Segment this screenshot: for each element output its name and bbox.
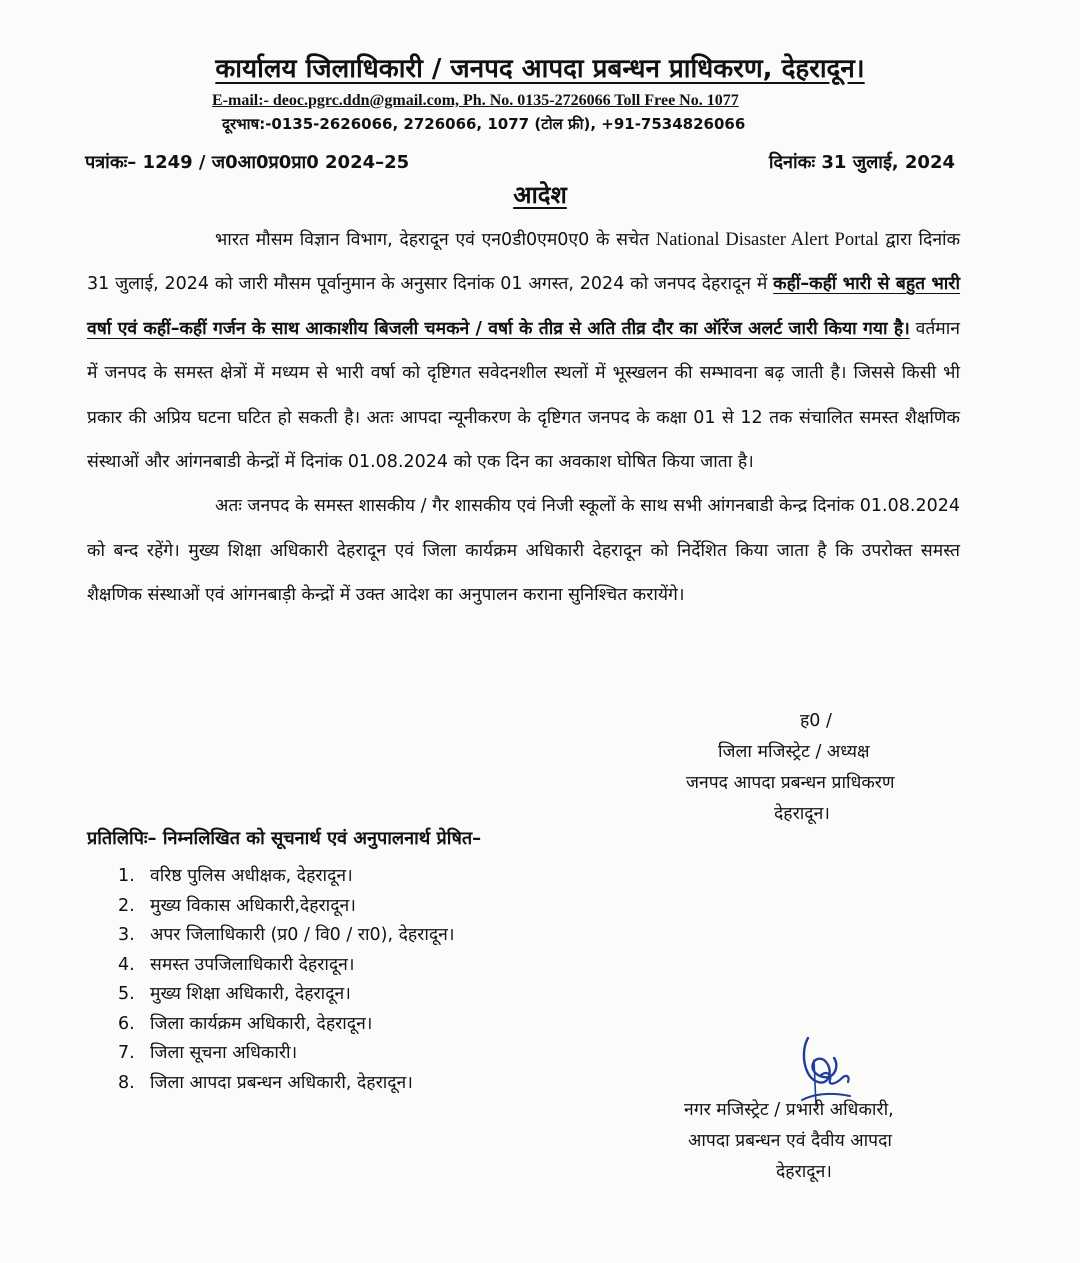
letter-date: दिनांकः 31 जुलाई, 2024 — [768, 152, 955, 173]
signatory-block-2 — [684, 1095, 1044, 1188]
reference-row — [85, 150, 955, 176]
order-heading: आदेश — [513, 181, 567, 209]
copy-to-item-number: 3. — [118, 925, 135, 945]
paragraph-1: भारत मौसम विज्ञान विभाग, देहरादून एवं एन0डी0एम0ए0 के सचेत National Disaster Alert Portal द्वारा दिनांक 31 जुलाई, 2024 को जारी मौसम पूर्वानुमान के अनुसार दिनांक 01 अगस्त, 2024 को जनपद देहरादून में कहीं–कहीं भारी से बहुत भारी वर्षा एवं कहीं–कहीं गर्जन के साथ आकाशीय बिजली चमकने / वर्षा के तीव्र से अति तीव्र दौर का ऑरेंज अलर्ट जारी किया गया है। वर्तमान में जनपद के समस्त क्षेत्रों में मध्यम से भारी वर्षा को दृष्टिगत सवेदनशील स्थलों में भूस्खलन की सम्भावना बढ़ जाती है। जिससे किसी भी प्रकार की अप्रिय घटना घटित हो सकती है। अतः आपदा न्यूनीकरण के दृष्टिगत जनपद के कक्षा 01 से 12 तक संचालित समस्त शैक्षणिक संस्थाओं और आंगनबाडी केन्द्रों में दिनांक 01.08.2024 को एक दिन का अवकाश घोषित किया जाता है। — [87, 230, 961, 473]
copy-to-item — [118, 951, 455, 981]
copy-to-item-text: समस्त उपजिलाधिकारी देहरादून। — [150, 954, 355, 975]
paragraph-2: अतः जनपद के समस्त शासकीय / गैर शासकीय एवं निजी स्कूलों के साथ सभी आंगनबाडी केन्द्र दिनांक 01.08.2024 को बन्द रहेंगे। मुख्य शिक्षा अधिकारी देहरादून एवं जिला कार्यक्रम अधिकारी देहरादून को निर्देशित किया जाता है कि उपरोक्त समस्त शैक्षणिक संस्थाओं एवं आंगनबाड़ी केन्द्रों में उक्त आदेश का अनुपालन कराना सुनिश्चित करायेंगे। — [87, 496, 960, 606]
signed-mark: ह0 / — [800, 711, 832, 731]
copy-to-item-text: मुख्य शिक्षा अधिकारी, देहरादून। — [150, 984, 351, 1004]
signatory-designation: जिला मजिस्ट्रेट / अध्यक्ष — [718, 742, 870, 762]
copy-to-list — [118, 862, 455, 1098]
magistrate-designation: नगर मजिस्ट्रेट / प्रभारी अधिकारी, — [684, 1100, 894, 1120]
copy-to-item-number: 4. — [118, 954, 135, 975]
signatory-block-1 — [650, 706, 1000, 830]
copy-to-item-number: 2. — [118, 895, 135, 916]
signatory-place: देहरादून। — [774, 804, 830, 824]
copy-to-item-number: 8. — [118, 1072, 135, 1093]
copy-to-item-text: मुख्य विकास अधिकारी,देहरादून। — [150, 895, 356, 916]
signatory-authority: जनपद आपदा प्रबन्धन प्राधिकरण — [686, 773, 895, 793]
magistrate-place: देहरादून। — [776, 1162, 832, 1182]
letter-number: पत्रांकः– 1249 / ज0आ0प्र0प्रा0 2024–25 — [85, 152, 410, 173]
office-title: कार्यालय जिलाधिकारी / जनपद आपदा प्रबन्धन प्राधिकरण, देहरादून। — [215, 54, 865, 84]
copy-to-item-number: 6. — [118, 1013, 135, 1034]
phone-line: दूरभाष:-0135-2626066, 2726066, 1077 (टोल फ्री), +91-7534826066 — [222, 115, 746, 133]
alert-emphasis: कहीं–कहीं भारी से बहुत भारी वर्षा एवं कहीं–कहीं गर्जन के साथ आकाशीय बिजली चमकने / वर्षा के तीव्र से अति तीव्र दौर का ऑरेंज अलर्ट जारी किया गया है। — [87, 274, 961, 339]
copy-to-item-number: 1. — [118, 866, 135, 886]
copy-to-item — [118, 1010, 455, 1040]
order-body — [87, 218, 960, 618]
contact-line: E-mail:- deoc.pgrc.ddn@gmail.com, Ph. No. 0135-2726066 Toll Free No. 1077 — [212, 92, 739, 109]
magistrate-department: आपदा प्रबन्धन एवं दैवीय आपदा — [688, 1131, 892, 1151]
copy-to-item-text: वरिष्ठ पुलिस अधीक्षक, देहरादून। — [150, 866, 353, 886]
copy-to-item-number: 5. — [118, 984, 135, 1004]
copy-to-item-text: अपर जिलाधिकारी (प्र0 / वि0 / रा0), देहरादून। — [150, 925, 455, 945]
copy-to-item-text: जिला आपदा प्रबन्धन अधिकारी, देहरादून। — [150, 1072, 413, 1093]
copy-to-heading: प्रतिलिपिः– निम्नलिखित को सूचनार्थ एवं अनुपालनार्थ प्रेषित– — [87, 828, 482, 849]
copy-to-item-text: जिला कार्यक्रम अधिकारी, देहरादून। — [150, 1013, 373, 1034]
copy-to-item-number: 7. — [118, 1043, 135, 1063]
copy-to-item — [118, 862, 455, 892]
copy-to-item-text: जिला सूचना अधिकारी। — [150, 1043, 298, 1063]
copy-to-item — [118, 980, 455, 1010]
copy-to-item — [118, 892, 455, 922]
copy-to-item — [118, 1069, 455, 1099]
copy-to-item — [118, 921, 455, 951]
copy-to-item — [118, 1039, 455, 1069]
